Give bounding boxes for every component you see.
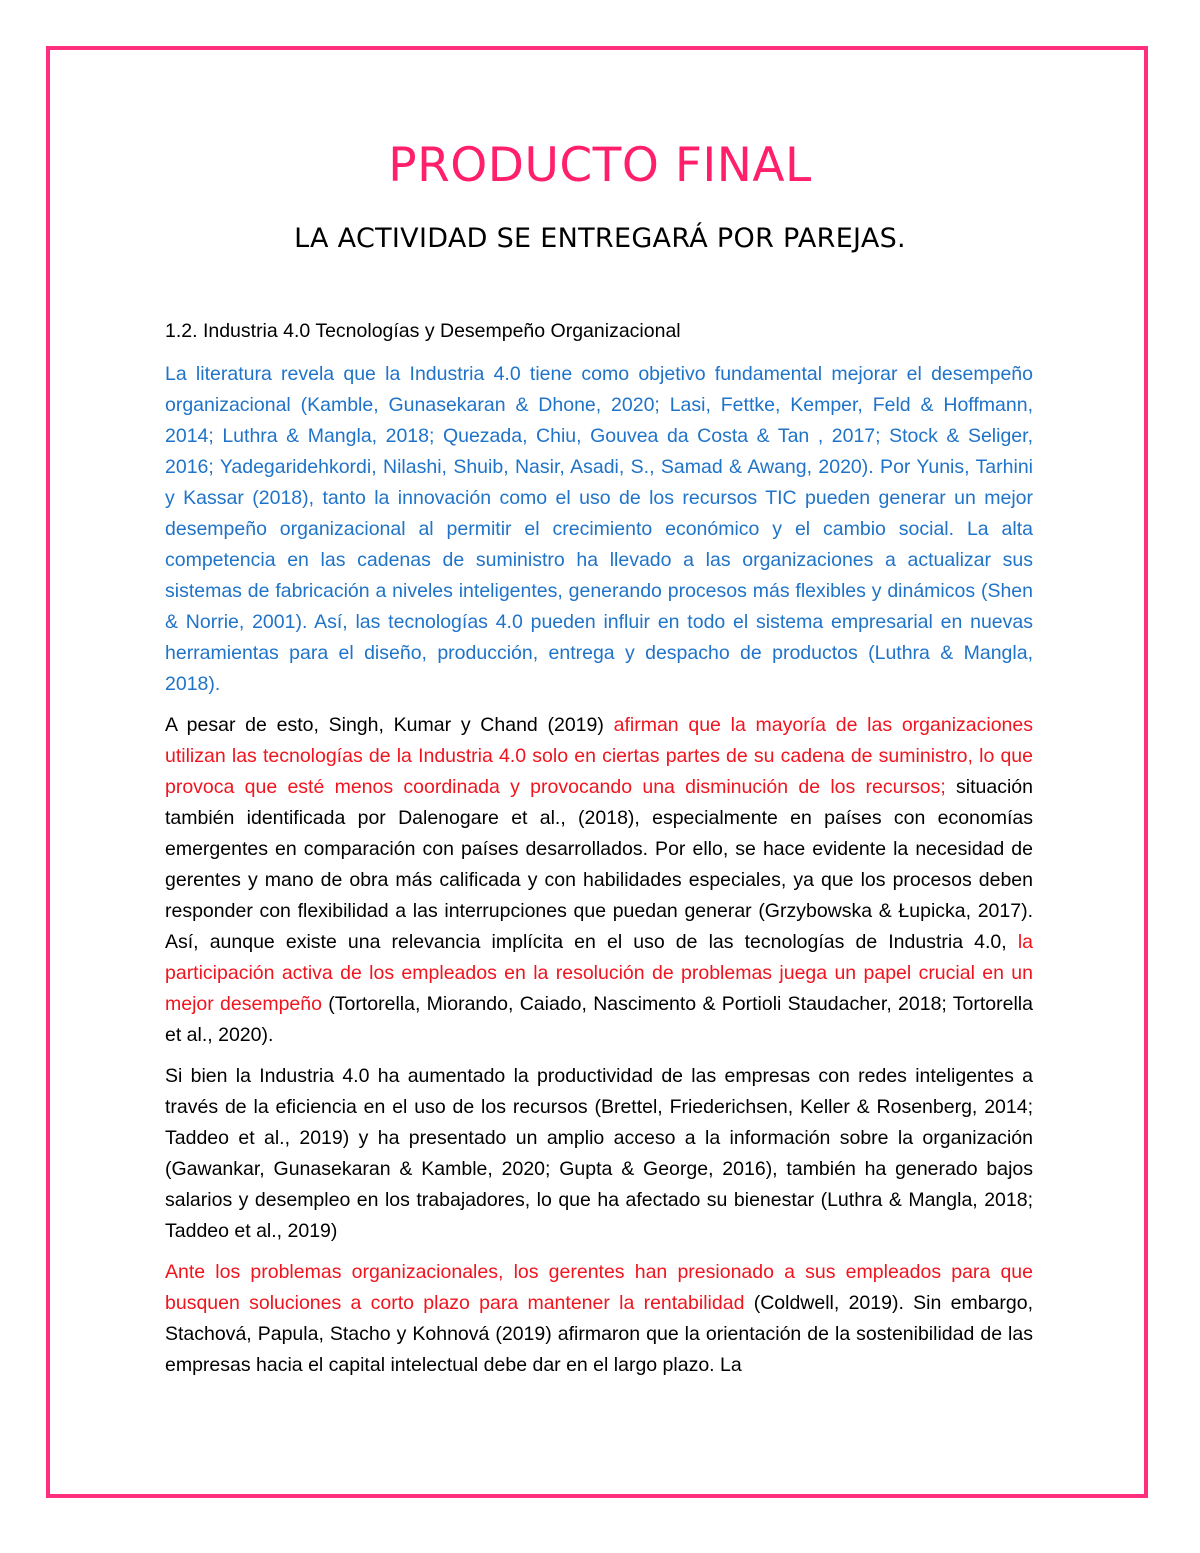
- document-body: [165, 316, 1033, 1391]
- section-heading: 1.2. Industria 4.0 Tecnologías y Desempeño Organizacional: [165, 320, 681, 342]
- paragraph-2-text-1: A pesar de esto, Singh, Kumar y Chand (2019): [165, 714, 614, 736]
- paragraph-3: [165, 1061, 1033, 1247]
- paragraph-2-highlight-2: la participación activa de los empleados en la resolución de problemas juega un papel crucial en un mejor desempeño: [165, 931, 1033, 1015]
- paragraph-2-highlight-1: afirman que la mayoría de las organizaciones utilizan las tecnologías de la Industria 4.0 solo en ciertas partes de su cadena de suministro, lo que provoca que esté menos coordinada y provocando una disminución de los recursos;: [165, 714, 1033, 798]
- paragraph-2-text-2: situación también identificada por Dalenogare et al., (2018), especialmente en países con economías emergentes en comparación con países desarrollados. Por ello, se hace evidente la necesidad de gerentes y mano de obra más calificada y con habilidades especiales, ya que los procesos deben responder con flexibilidad a las interrupciones que puedan generar (Grzybowska & Łupicka, 2017). Así, aunque existe una relevancia implícita en el uso de las tecnologías de Industria 4.0,: [165, 776, 1033, 953]
- paragraph-1-blue-text: La literatura revela que la Industria 4.0 tiene como objetivo fundamental mejorar el desempeño organizacional (Kamble, Gunasekaran & Dhone, 2020; Lasi, Fettke, Kemper, Feld & Hoffmann, 2014; Luthra & Mangla, 2018; Quezada, Chiu, Gouvea da Costa & Tan , 2017; Stock & Seliger, 2016; Yadegaridehkordi, Nilashi, Shuib, Nasir, Asadi, S., Samad & Awang, 2020). Por Yunis, Tarhini y Kassar (2018), tanto la innovación como el uso de los recursos TIC pueden generar un mejor desempeño organizacional al permitir el crecimiento económico y el cambio social. La alta competencia en las cadenas de suministro ha llevado a las organizaciones a actualizar sus sistemas de fabricación a niveles inteligentes, generando procesos más flexibles y dinámicos (Shen & Norrie, 2001). Así, las tecnologías 4.0 pueden influir en todo el sistema empresarial en nuevas herramientas para el diseño, producción, entrega y despacho de productos (Luthra & Mangla, 2018).: [165, 363, 1033, 695]
- paragraph-4-highlight: Ante los problemas organizacionales, los gerentes han presionado a sus empleados para que busquen soluciones a corto plazo para mantener la rentabilidad: [165, 1261, 1033, 1314]
- paragraph-3-text: Si bien la Industria 4.0 ha aumentado la productividad de las empresas con redes inteligentes a través de la eficiencia en el uso de los recursos (Brettel, Friederichsen, Keller & Rosenberg, 2014; Taddeo et al., 2019) y ha presentado un amplio acceso a la información sobre la organización (Gawankar, Gunasekaran & Kamble, 2020; Gupta & George, 2016), también ha generado bajos salarios y desempleo en los trabajadores, lo que ha afectado su bienestar (Luthra & Mangla, 2018; Taddeo et al., 2019): [165, 1065, 1033, 1242]
- paragraph-4-text: (Coldwell, 2019). Sin embargo, Stachová, Papula, Stacho y Kohnová (2019) afirmaron que la orientación de la sostenibilidad de las empresas hacia el capital intelectual debe dar en el largo plazo. La: [165, 1292, 1033, 1376]
- paragraph-2: [165, 710, 1033, 1051]
- document-title: PRODUCTO FINAL: [388, 138, 812, 193]
- document-subtitle: LA ACTIVIDAD SE ENTREGARÁ POR PAREJAS.: [294, 223, 906, 254]
- paragraph-1: [165, 359, 1033, 700]
- paragraph-2-text-3: (Tortorella, Miorando, Caiado, Nascimento & Portioli Staudacher, 2018; Tortorella et al., 2020).: [165, 993, 1033, 1046]
- paragraph-4: [165, 1257, 1033, 1381]
